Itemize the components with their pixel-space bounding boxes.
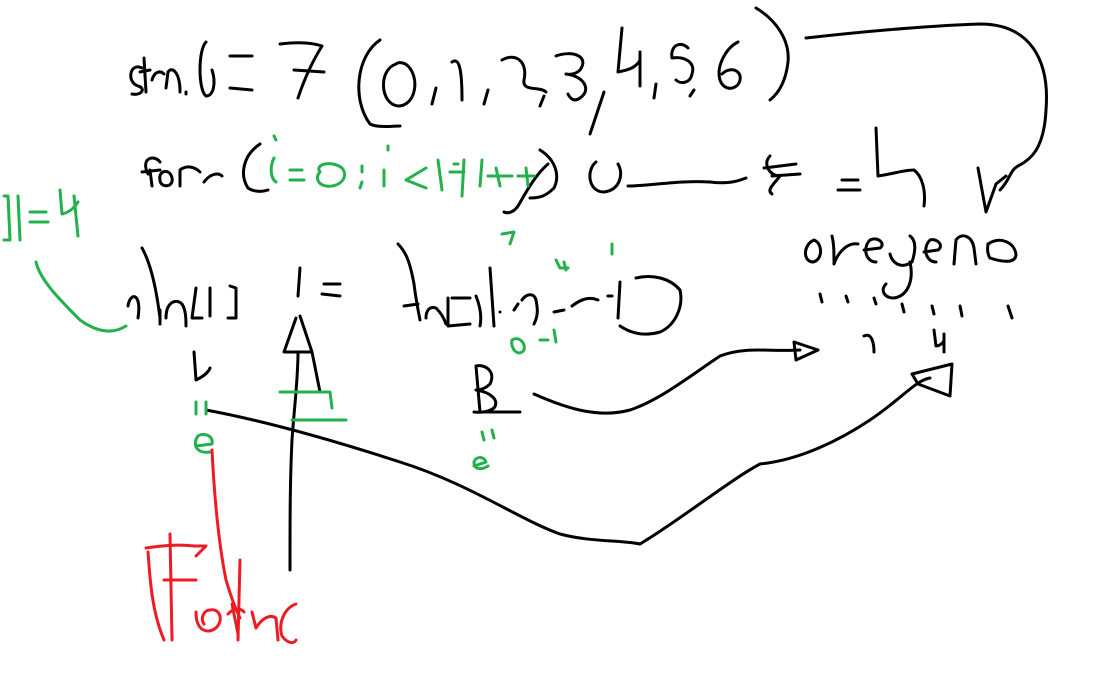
comma-4 [590, 92, 604, 134]
digit-1 [452, 61, 462, 100]
word-for [142, 158, 222, 186]
red-letters-abc [196, 560, 296, 643]
paren-open-1 [359, 40, 400, 127]
green-ink-group [4, 136, 612, 469]
right-ticks [820, 294, 1012, 318]
comma-3 [540, 96, 544, 106]
paren-close-2 [530, 150, 557, 198]
paren-open-2 [244, 144, 268, 191]
comma-5 [654, 84, 656, 98]
digit-5 [672, 44, 693, 82]
digit-4 [618, 28, 640, 86]
right-letters-areyeno [805, 236, 1016, 298]
digit-6 [719, 42, 740, 88]
comma-1 [432, 88, 436, 104]
connector-top-right [806, 24, 1046, 190]
green-small-0-1 [512, 330, 556, 353]
digit-3 [556, 54, 586, 100]
under-right-b [474, 366, 520, 413]
right-marks-1-4 [864, 330, 944, 352]
green-loop-header [271, 136, 534, 196]
tail-l-minus-i-eq-4 [590, 128, 925, 206]
word-str-i [128, 248, 236, 326]
not-equals [298, 268, 340, 296]
green-i-eq-4 [4, 190, 78, 240]
green-line-under-a [280, 392, 346, 420]
comma-6 [690, 90, 694, 96]
digit-7 [280, 43, 324, 98]
under-left-4 [194, 352, 210, 380]
equals-1 [230, 56, 252, 90]
under-mid-a [284, 316, 320, 392]
green-eq-under-left [196, 402, 206, 414]
green-curve-to-str-i [36, 262, 126, 331]
green-eq-under-right [482, 430, 494, 440]
green-small-4-1 [556, 244, 612, 270]
red-ink-group [146, 450, 296, 643]
str-l-scribble [131, 42, 214, 96]
arrowhead-lower [912, 364, 952, 396]
digit-0 [383, 63, 414, 106]
comma-2 [484, 90, 488, 104]
word-str-l-i-1 [398, 244, 681, 334]
black-ink-group [128, 8, 1046, 570]
green-e-under-right [474, 458, 488, 469]
digit-2 [502, 57, 546, 92]
connector-long-curve [206, 378, 930, 544]
paren-close-1 [756, 8, 788, 100]
red-drop-line [212, 450, 240, 618]
connector-b-to-right [534, 350, 800, 413]
vertical-down-stroke [290, 352, 298, 570]
green-small-7 [502, 232, 514, 244]
green-e-under-left [195, 434, 212, 452]
